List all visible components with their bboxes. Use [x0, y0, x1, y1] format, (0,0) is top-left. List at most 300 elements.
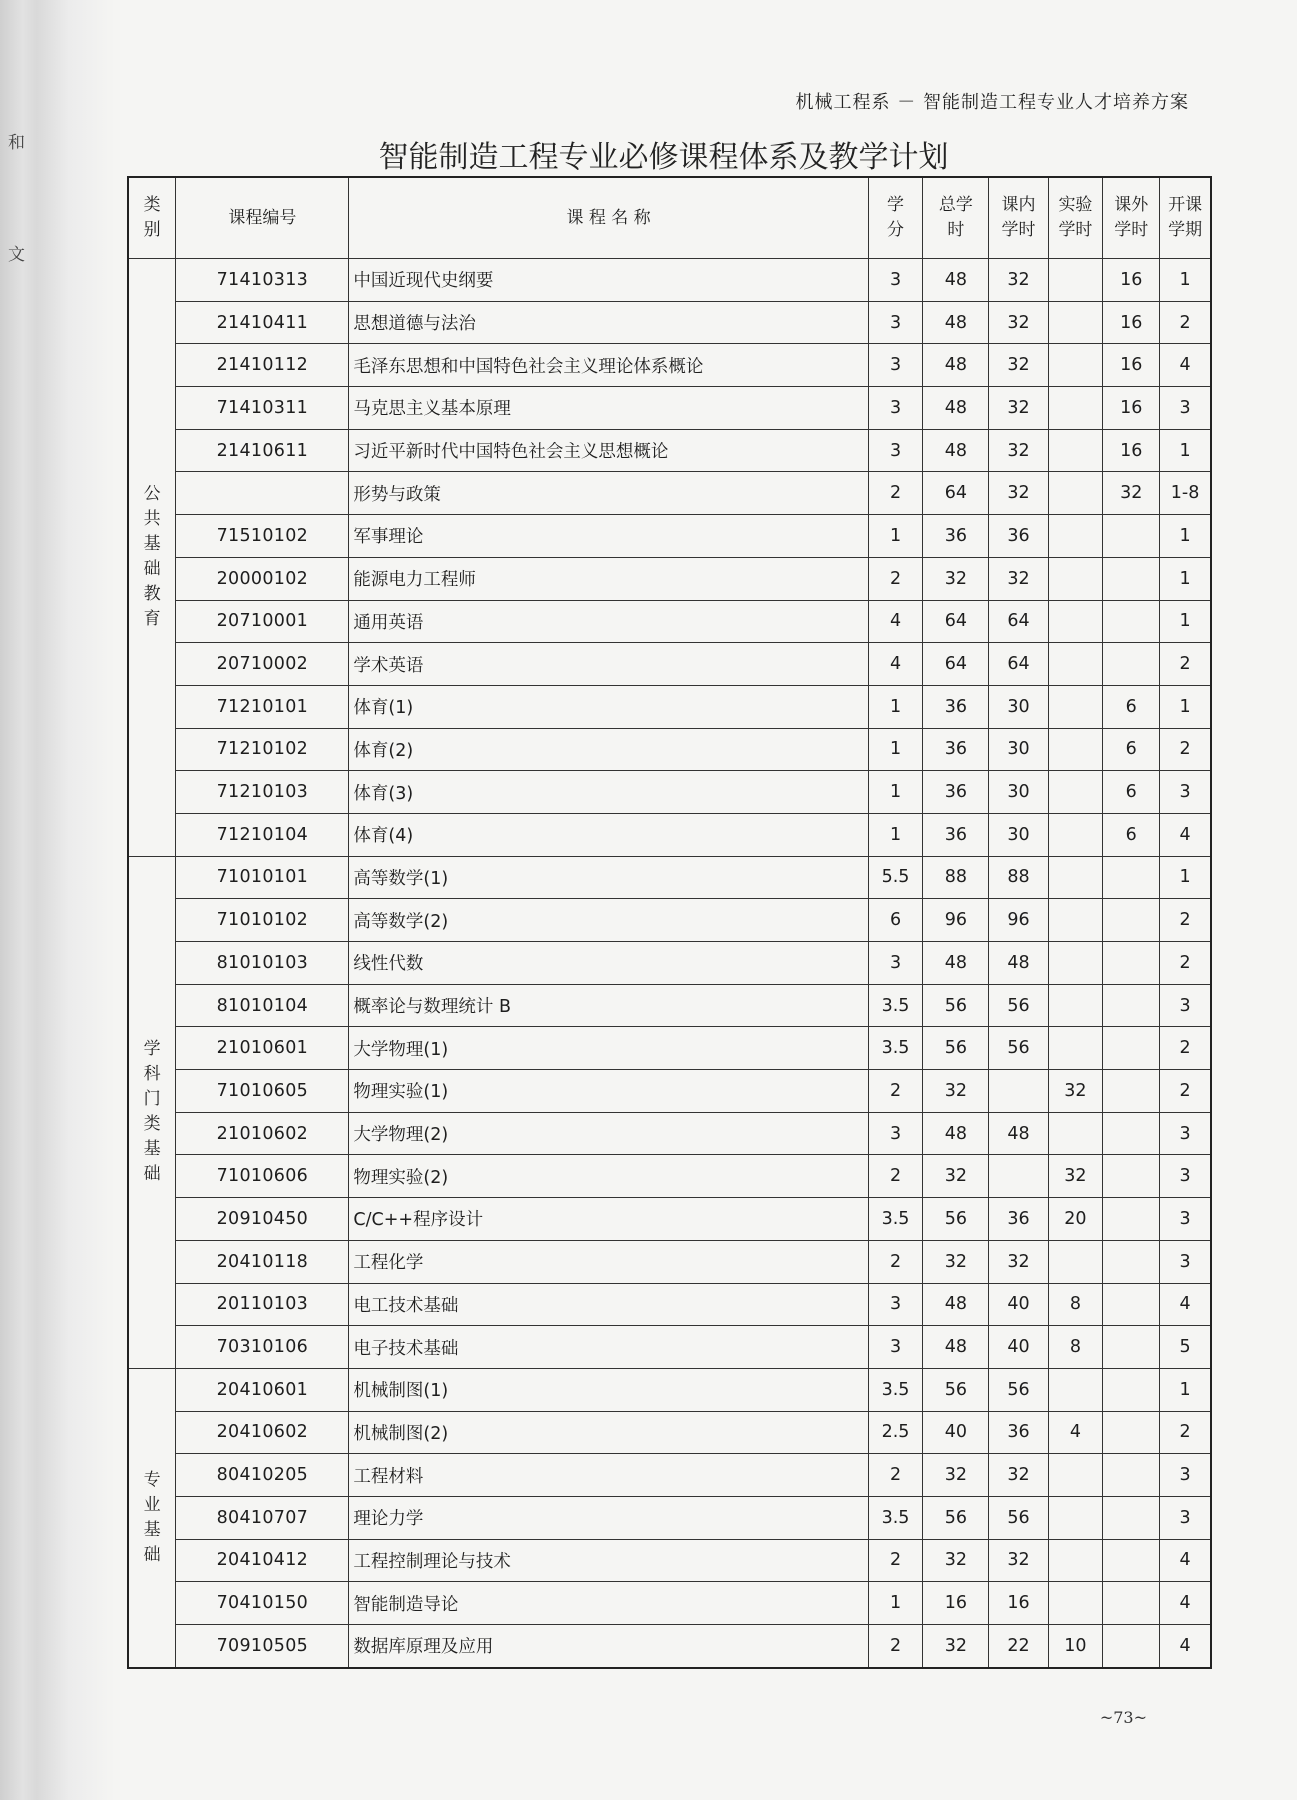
table-row	[128, 344, 1211, 387]
course-code-cell: 71210103	[176, 771, 349, 814]
extra-hours-cell	[1103, 1539, 1160, 1582]
semester-cell: 4	[1160, 1539, 1211, 1582]
extra-hours-cell	[1103, 1625, 1160, 1668]
course-name-cell: 理论力学	[349, 1496, 868, 1539]
course-name-cell: 思想道德与法治	[349, 301, 868, 344]
extra-hours-cell	[1103, 1027, 1160, 1070]
course-name-cell: 工程化学	[349, 1240, 868, 1283]
header-semester: 开课学期	[1160, 177, 1211, 259]
class-hours-cell: 40	[989, 1283, 1048, 1326]
course-name-cell: 物理实验(1)	[349, 1070, 868, 1113]
extra-hours-cell	[1103, 1198, 1160, 1241]
total-hours-cell: 32	[923, 1454, 989, 1497]
course-name-cell: 大学物理(2)	[349, 1112, 868, 1155]
semester-cell: 4	[1160, 1283, 1211, 1326]
credits-cell: 1	[868, 813, 923, 856]
course-name-cell: 体育(1)	[349, 685, 868, 728]
class-hours-cell: 48	[989, 1112, 1048, 1155]
header-total-hours: 总学时	[923, 177, 989, 259]
lab-hours-cell	[1048, 301, 1103, 344]
total-hours-cell: 32	[923, 1155, 989, 1198]
table-row	[128, 984, 1211, 1027]
total-hours-cell: 64	[923, 600, 989, 643]
category-cell	[128, 856, 176, 1368]
running-head: 机械工程系 － 智能制造工程专业人才培养方案	[795, 92, 1189, 113]
lab-hours-cell	[1048, 942, 1103, 985]
lab-hours-cell	[1048, 1368, 1103, 1411]
credits-cell: 6	[868, 899, 923, 942]
class-hours-cell: 32	[989, 301, 1048, 344]
table-row	[128, 643, 1211, 686]
lab-hours-cell	[1048, 1496, 1103, 1539]
class-hours-cell: 64	[989, 643, 1048, 686]
extra-hours-cell	[1103, 1070, 1160, 1113]
credits-cell: 3	[868, 387, 923, 430]
table-row	[128, 771, 1211, 814]
lab-hours-cell	[1048, 1240, 1103, 1283]
course-name-cell: 工程材料	[349, 1454, 868, 1497]
course-code-cell: 80410205	[176, 1454, 349, 1497]
extra-hours-cell	[1103, 1155, 1160, 1198]
course-name-cell: 通用英语	[349, 600, 868, 643]
class-hours-cell: 30	[989, 728, 1048, 771]
class-hours-cell: 36	[989, 1198, 1048, 1241]
category-cell	[128, 259, 176, 857]
course-name-cell: 能源电力工程师	[349, 557, 868, 600]
class-hours-cell: 32	[989, 1454, 1048, 1497]
credits-cell: 1	[868, 728, 923, 771]
table-row	[128, 1496, 1211, 1539]
total-hours-cell: 36	[923, 685, 989, 728]
lab-hours-cell: 32	[1048, 1155, 1103, 1198]
credits-cell: 2	[868, 472, 923, 515]
lab-hours-cell	[1048, 1582, 1103, 1625]
class-hours-cell	[989, 1155, 1048, 1198]
table-row	[128, 557, 1211, 600]
credits-cell: 2	[868, 1454, 923, 1497]
total-hours-cell: 56	[923, 1496, 989, 1539]
course-code-cell	[176, 472, 349, 515]
course-name-cell: 大学物理(1)	[349, 1027, 868, 1070]
table-row	[128, 429, 1211, 472]
course-name-cell: 马克思主义基本原理	[349, 387, 868, 430]
semester-cell: 2	[1160, 1070, 1211, 1113]
credits-cell: 2	[868, 557, 923, 600]
semester-cell: 3	[1160, 1155, 1211, 1198]
lab-hours-cell: 8	[1048, 1283, 1103, 1326]
course-name-cell: 电子技术基础	[349, 1326, 868, 1369]
extra-hours-cell	[1103, 1240, 1160, 1283]
course-code-cell: 20710002	[176, 643, 349, 686]
semester-cell: 1	[1160, 429, 1211, 472]
total-hours-cell: 32	[923, 1539, 989, 1582]
credits-cell: 4	[868, 600, 923, 643]
course-code-cell: 21410611	[176, 429, 349, 472]
table-row	[128, 387, 1211, 430]
class-hours-cell: 40	[989, 1326, 1048, 1369]
header-code: 课程编号	[176, 177, 349, 259]
course-code-cell: 71210102	[176, 728, 349, 771]
total-hours-cell: 56	[923, 1368, 989, 1411]
class-hours-cell: 36	[989, 1411, 1048, 1454]
credits-cell: 2	[868, 1240, 923, 1283]
total-hours-cell: 32	[923, 1070, 989, 1113]
course-name-cell: 军事理论	[349, 515, 868, 558]
course-code-cell: 71510102	[176, 515, 349, 558]
extra-hours-cell: 16	[1103, 387, 1160, 430]
lab-hours-cell: 4	[1048, 1411, 1103, 1454]
course-code-cell: 20410412	[176, 1539, 349, 1582]
course-code-cell: 71410313	[176, 259, 349, 302]
credits-cell: 2	[868, 1539, 923, 1582]
course-code-cell: 20910450	[176, 1198, 349, 1241]
table-row	[128, 1070, 1211, 1113]
class-hours-cell: 16	[989, 1582, 1048, 1625]
header-lab-hours: 实验学时	[1048, 177, 1103, 259]
page-title: 智能制造工程专业必修课程体系及教学计划	[378, 140, 949, 175]
extra-hours-cell	[1103, 1326, 1160, 1369]
course-name-cell: 物理实验(2)	[349, 1155, 868, 1198]
semester-cell: 3	[1160, 1454, 1211, 1497]
margin-char-2: 文	[8, 245, 25, 265]
credits-cell: 3	[868, 344, 923, 387]
course-code-cell: 81010104	[176, 984, 349, 1027]
course-name-cell: 线性代数	[349, 942, 868, 985]
page-gutter-shadow	[0, 0, 115, 1800]
class-hours-cell: 32	[989, 259, 1048, 302]
total-hours-cell: 56	[923, 984, 989, 1027]
table-row	[128, 1454, 1211, 1497]
course-name-cell: 体育(3)	[349, 771, 868, 814]
course-name-cell: 高等数学(1)	[349, 856, 868, 899]
total-hours-cell: 48	[923, 429, 989, 472]
course-name-cell: 高等数学(2)	[349, 899, 868, 942]
class-hours-cell: 32	[989, 344, 1048, 387]
credits-cell: 2	[868, 1070, 923, 1113]
semester-cell: 2	[1160, 899, 1211, 942]
extra-hours-cell	[1103, 899, 1160, 942]
semester-cell: 2	[1160, 942, 1211, 985]
course-name-cell: 毛泽东思想和中国特色社会主义理论体系概论	[349, 344, 868, 387]
lab-hours-cell	[1048, 771, 1103, 814]
lab-hours-cell	[1048, 515, 1103, 558]
lab-hours-cell	[1048, 1539, 1103, 1582]
course-code-cell: 71410311	[176, 387, 349, 430]
credits-cell: 3.5	[868, 1496, 923, 1539]
category-label: 公共基础教育	[143, 484, 161, 630]
header-credits: 学分	[868, 177, 923, 259]
total-hours-cell: 48	[923, 1326, 989, 1369]
table-row	[128, 301, 1211, 344]
lab-hours-cell: 8	[1048, 1326, 1103, 1369]
course-name-cell: 机械制图(1)	[349, 1368, 868, 1411]
category-cell	[128, 1368, 176, 1667]
course-name-cell: 电工技术基础	[349, 1283, 868, 1326]
credits-cell: 1	[868, 771, 923, 814]
table-row	[128, 600, 1211, 643]
table-row	[128, 899, 1211, 942]
class-hours-cell: 96	[989, 899, 1048, 942]
lab-hours-cell	[1048, 1027, 1103, 1070]
extra-hours-cell	[1103, 1112, 1160, 1155]
table-row	[128, 1326, 1211, 1369]
semester-cell: 3	[1160, 771, 1211, 814]
header-category: 类别	[128, 177, 176, 259]
extra-hours-cell: 16	[1103, 301, 1160, 344]
lab-hours-cell	[1048, 643, 1103, 686]
course-name-cell: C/C++程序设计	[349, 1198, 868, 1241]
lab-hours-cell	[1048, 899, 1103, 942]
course-name-cell: 体育(4)	[349, 813, 868, 856]
semester-cell: 3	[1160, 1112, 1211, 1155]
lab-hours-cell: 20	[1048, 1198, 1103, 1241]
course-code-cell: 20410118	[176, 1240, 349, 1283]
credits-cell: 3	[868, 1112, 923, 1155]
course-code-cell: 71010605	[176, 1070, 349, 1113]
credits-cell: 3	[868, 259, 923, 302]
lab-hours-cell	[1048, 387, 1103, 430]
course-code-cell: 71010606	[176, 1155, 349, 1198]
class-hours-cell: 56	[989, 984, 1048, 1027]
table-row	[128, 1411, 1211, 1454]
credits-cell: 4	[868, 643, 923, 686]
header-name: 课 程 名 称	[349, 177, 868, 259]
credits-cell: 5.5	[868, 856, 923, 899]
table-row	[128, 1240, 1211, 1283]
lab-hours-cell: 32	[1048, 1070, 1103, 1113]
lab-hours-cell	[1048, 600, 1103, 643]
class-hours-cell: 30	[989, 813, 1048, 856]
extra-hours-cell	[1103, 984, 1160, 1027]
table-row	[128, 1112, 1211, 1155]
table-body	[128, 259, 1211, 1668]
semester-cell: 3	[1160, 1496, 1211, 1539]
course-name-cell: 数据库原理及应用	[349, 1625, 868, 1668]
class-hours-cell: 64	[989, 600, 1048, 643]
total-hours-cell: 16	[923, 1582, 989, 1625]
class-hours-cell: 88	[989, 856, 1048, 899]
course-code-cell: 20710001	[176, 600, 349, 643]
table-row	[128, 515, 1211, 558]
course-name-cell: 机械制图(2)	[349, 1411, 868, 1454]
total-hours-cell: 64	[923, 472, 989, 515]
credits-cell: 3	[868, 301, 923, 344]
semester-cell: 4	[1160, 813, 1211, 856]
credits-cell: 1	[868, 685, 923, 728]
header-row	[128, 177, 1211, 259]
credits-cell: 3.5	[868, 1368, 923, 1411]
semester-cell: 1	[1160, 557, 1211, 600]
credits-cell: 1	[868, 1582, 923, 1625]
extra-hours-cell	[1103, 1582, 1160, 1625]
extra-hours-cell	[1103, 1454, 1160, 1497]
table-row	[128, 813, 1211, 856]
class-hours-cell: 56	[989, 1027, 1048, 1070]
course-code-cell: 21410411	[176, 301, 349, 344]
semester-cell: 1-8	[1160, 472, 1211, 515]
semester-cell: 4	[1160, 1582, 1211, 1625]
extra-hours-cell	[1103, 942, 1160, 985]
class-hours-cell	[989, 1070, 1048, 1113]
course-name-cell: 智能制造导论	[349, 1582, 868, 1625]
semester-cell: 3	[1160, 1198, 1211, 1241]
extra-hours-cell: 6	[1103, 813, 1160, 856]
lab-hours-cell: 10	[1048, 1625, 1103, 1668]
credits-cell: 3	[868, 942, 923, 985]
semester-cell: 1	[1160, 685, 1211, 728]
class-hours-cell: 30	[989, 771, 1048, 814]
total-hours-cell: 36	[923, 728, 989, 771]
header-class-hours: 课内学时	[989, 177, 1048, 259]
extra-hours-cell: 6	[1103, 771, 1160, 814]
table-row	[128, 1283, 1211, 1326]
course-code-cell: 21010601	[176, 1027, 349, 1070]
extra-hours-cell	[1103, 856, 1160, 899]
credits-cell: 2	[868, 1625, 923, 1668]
table-row	[128, 1582, 1211, 1625]
class-hours-cell: 32	[989, 472, 1048, 515]
total-hours-cell: 56	[923, 1198, 989, 1241]
extra-hours-cell: 32	[1103, 472, 1160, 515]
table-row	[128, 1027, 1211, 1070]
course-name-cell: 工程控制理论与技术	[349, 1539, 868, 1582]
extra-hours-cell	[1103, 1283, 1160, 1326]
course-name-cell: 概率论与数理统计 B	[349, 984, 868, 1027]
credits-cell: 3	[868, 1283, 923, 1326]
lab-hours-cell	[1048, 685, 1103, 728]
lab-hours-cell	[1048, 856, 1103, 899]
course-code-cell: 20000102	[176, 557, 349, 600]
semester-cell: 2	[1160, 1027, 1211, 1070]
table-row	[128, 685, 1211, 728]
extra-hours-cell	[1103, 643, 1160, 686]
total-hours-cell: 48	[923, 344, 989, 387]
total-hours-cell: 48	[923, 1112, 989, 1155]
lab-hours-cell	[1048, 472, 1103, 515]
class-hours-cell: 30	[989, 685, 1048, 728]
table-row	[128, 1155, 1211, 1198]
table-row	[128, 1368, 1211, 1411]
total-hours-cell: 48	[923, 387, 989, 430]
course-code-cell: 20410601	[176, 1368, 349, 1411]
total-hours-cell: 40	[923, 1411, 989, 1454]
extra-hours-cell: 6	[1103, 685, 1160, 728]
total-hours-cell: 48	[923, 1283, 989, 1326]
lab-hours-cell	[1048, 259, 1103, 302]
semester-cell: 5	[1160, 1326, 1211, 1369]
total-hours-cell: 32	[923, 1240, 989, 1283]
class-hours-cell: 32	[989, 1539, 1048, 1582]
header-extra-hours: 课外学时	[1103, 177, 1160, 259]
course-name-cell: 学术英语	[349, 643, 868, 686]
course-code-cell: 21010602	[176, 1112, 349, 1155]
class-hours-cell: 48	[989, 942, 1048, 985]
margin-char-1: 和	[8, 133, 25, 153]
course-code-cell: 20110103	[176, 1283, 349, 1326]
semester-cell: 1	[1160, 856, 1211, 899]
extra-hours-cell	[1103, 1496, 1160, 1539]
credits-cell: 3.5	[868, 984, 923, 1027]
semester-cell: 2	[1160, 728, 1211, 771]
course-code-cell: 21410112	[176, 344, 349, 387]
lab-hours-cell	[1048, 429, 1103, 472]
semester-cell: 1	[1160, 515, 1211, 558]
total-hours-cell: 36	[923, 771, 989, 814]
class-hours-cell: 22	[989, 1625, 1048, 1668]
class-hours-cell: 56	[989, 1496, 1048, 1539]
course-plan-table	[127, 176, 1212, 1669]
credits-cell: 3	[868, 1326, 923, 1369]
class-hours-cell: 56	[989, 1368, 1048, 1411]
class-hours-cell: 32	[989, 387, 1048, 430]
semester-cell: 1	[1160, 1368, 1211, 1411]
total-hours-cell: 64	[923, 643, 989, 686]
category-label: 专业基础	[143, 1469, 161, 1565]
course-name-cell: 中国近现代史纲要	[349, 259, 868, 302]
course-name-cell: 习近平新时代中国特色社会主义思想概论	[349, 429, 868, 472]
total-hours-cell: 88	[923, 856, 989, 899]
total-hours-cell: 36	[923, 813, 989, 856]
credits-cell: 2.5	[868, 1411, 923, 1454]
extra-hours-cell: 16	[1103, 344, 1160, 387]
table-row	[128, 856, 1211, 899]
extra-hours-cell: 6	[1103, 728, 1160, 771]
course-code-cell: 71210104	[176, 813, 349, 856]
course-name-cell: 形势与政策	[349, 472, 868, 515]
semester-cell: 3	[1160, 1240, 1211, 1283]
lab-hours-cell	[1048, 344, 1103, 387]
total-hours-cell: 48	[923, 942, 989, 985]
course-code-cell: 70410150	[176, 1582, 349, 1625]
extra-hours-cell	[1103, 600, 1160, 643]
class-hours-cell: 36	[989, 515, 1048, 558]
semester-cell: 4	[1160, 344, 1211, 387]
table-row	[128, 1625, 1211, 1668]
table-row	[128, 472, 1211, 515]
semester-cell: 2	[1160, 643, 1211, 686]
extra-hours-cell	[1103, 557, 1160, 600]
extra-hours-cell: 16	[1103, 429, 1160, 472]
lab-hours-cell	[1048, 984, 1103, 1027]
semester-cell: 4	[1160, 1625, 1211, 1668]
course-code-cell: 71010102	[176, 899, 349, 942]
course-code-cell: 80410707	[176, 1496, 349, 1539]
lab-hours-cell	[1048, 557, 1103, 600]
course-code-cell: 71210101	[176, 685, 349, 728]
class-hours-cell: 32	[989, 1240, 1048, 1283]
table-row	[128, 259, 1211, 302]
class-hours-cell: 32	[989, 429, 1048, 472]
extra-hours-cell	[1103, 515, 1160, 558]
lab-hours-cell	[1048, 1112, 1103, 1155]
course-code-cell: 70910505	[176, 1625, 349, 1668]
semester-cell: 2	[1160, 301, 1211, 344]
lab-hours-cell	[1048, 1454, 1103, 1497]
total-hours-cell: 48	[923, 259, 989, 302]
extra-hours-cell	[1103, 1411, 1160, 1454]
course-code-cell: 71010101	[176, 856, 349, 899]
course-code-cell: 70310106	[176, 1326, 349, 1369]
semester-cell: 1	[1160, 600, 1211, 643]
page-number: ~73~	[1099, 1708, 1147, 1727]
credits-cell: 3.5	[868, 1198, 923, 1241]
table-row	[128, 1539, 1211, 1582]
course-code-cell: 81010103	[176, 942, 349, 985]
total-hours-cell: 96	[923, 899, 989, 942]
total-hours-cell: 48	[923, 301, 989, 344]
semester-cell: 3	[1160, 984, 1211, 1027]
course-name-cell: 体育(2)	[349, 728, 868, 771]
